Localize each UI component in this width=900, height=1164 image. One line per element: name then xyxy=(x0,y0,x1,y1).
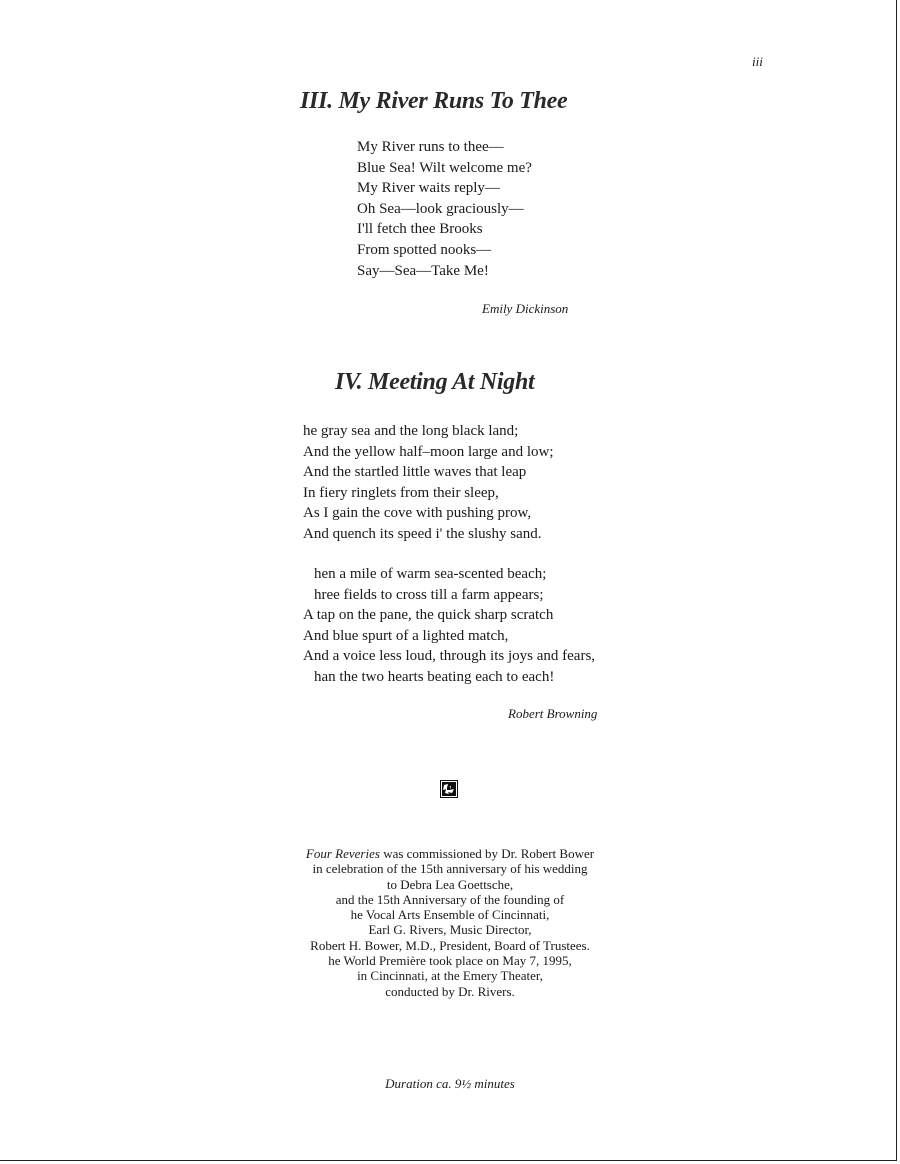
note-line: in Cincinnati, at the Emery Theater, xyxy=(357,968,543,984)
note-line: conducted by Dr. Rivers. xyxy=(385,983,515,999)
commission-note xyxy=(250,846,650,999)
note-line: Robert H. Bower, M.D., President, Board of Trustees. xyxy=(310,937,590,953)
poem-line: han the two hearts beating each to each! xyxy=(314,668,555,685)
poem-line: In fiery ringlets from their sleep, xyxy=(303,484,499,501)
note-line: in celebration of the 15th anniversary of his wedding xyxy=(312,861,588,877)
note-line xyxy=(250,846,650,861)
note-line: he Vocal Arts Ensemble of Cincinnati, xyxy=(350,907,550,923)
poem-iv-author: Robert Browning xyxy=(508,706,598,721)
poem-iv-stanza-2 xyxy=(303,564,595,688)
poem-line: And quench its speed i' the slushy sand. xyxy=(303,525,542,542)
poem-line: And a voice less loud, through its joys and fears, xyxy=(303,648,596,665)
page-number: iii xyxy=(752,54,763,69)
note-line: he World Première took place on May 7, 1995, xyxy=(328,953,572,969)
poem-line: My River waits reply— xyxy=(357,180,500,197)
poem-line: hen a mile of warm sea-scented beach; xyxy=(314,566,547,582)
poem-line: Say—Sea—Take Me! xyxy=(357,262,489,279)
poem-line: A tap on the pane, the quick sharp scratch xyxy=(303,607,554,624)
poem-line: As I gain the cove with pushing prow, xyxy=(303,505,532,522)
poem-line: I'll fetch thee Brooks xyxy=(357,221,483,238)
ornament-icon xyxy=(440,780,458,798)
poem-line: My River runs to thee— xyxy=(357,139,504,155)
poem-line: And blue spurt of a lighted match, xyxy=(303,627,509,644)
note-line: to Debra Lea Goettsche, xyxy=(386,876,514,892)
poem-title-iii: III. My River Runs To Thee xyxy=(300,88,568,114)
poem-line: And the yellow half–moon large and low; xyxy=(303,443,554,460)
poem-line: Blue Sea! Wilt welcome me? xyxy=(357,159,532,176)
poem-line: he gray sea and the long black land; xyxy=(303,423,519,439)
poem-line: And the startled little waves that leap xyxy=(303,464,527,481)
work-title: Four Reveries xyxy=(305,846,380,861)
poem-line: Oh Sea—look graciously— xyxy=(357,200,524,217)
poem-iii-author: Emily Dickinson xyxy=(482,301,569,316)
poem-iv-stanza-1 xyxy=(303,421,554,545)
poem-line: hree fields to cross till a farm appears; xyxy=(314,586,544,603)
note-line: Earl G. Rivers, Music Director, xyxy=(368,922,532,938)
duration: Duration ca. 9½ minutes xyxy=(385,1076,515,1091)
poem-title-iv: IV. Meeting At Night xyxy=(335,369,535,395)
note-line: and the 15th Anniversary of the founding of xyxy=(335,891,565,907)
note-line-rest: was commissioned by Dr. Robert Bower xyxy=(379,846,595,861)
poem-line: From spotted nooks— xyxy=(357,241,492,258)
poem-iii-stanza xyxy=(357,137,532,281)
